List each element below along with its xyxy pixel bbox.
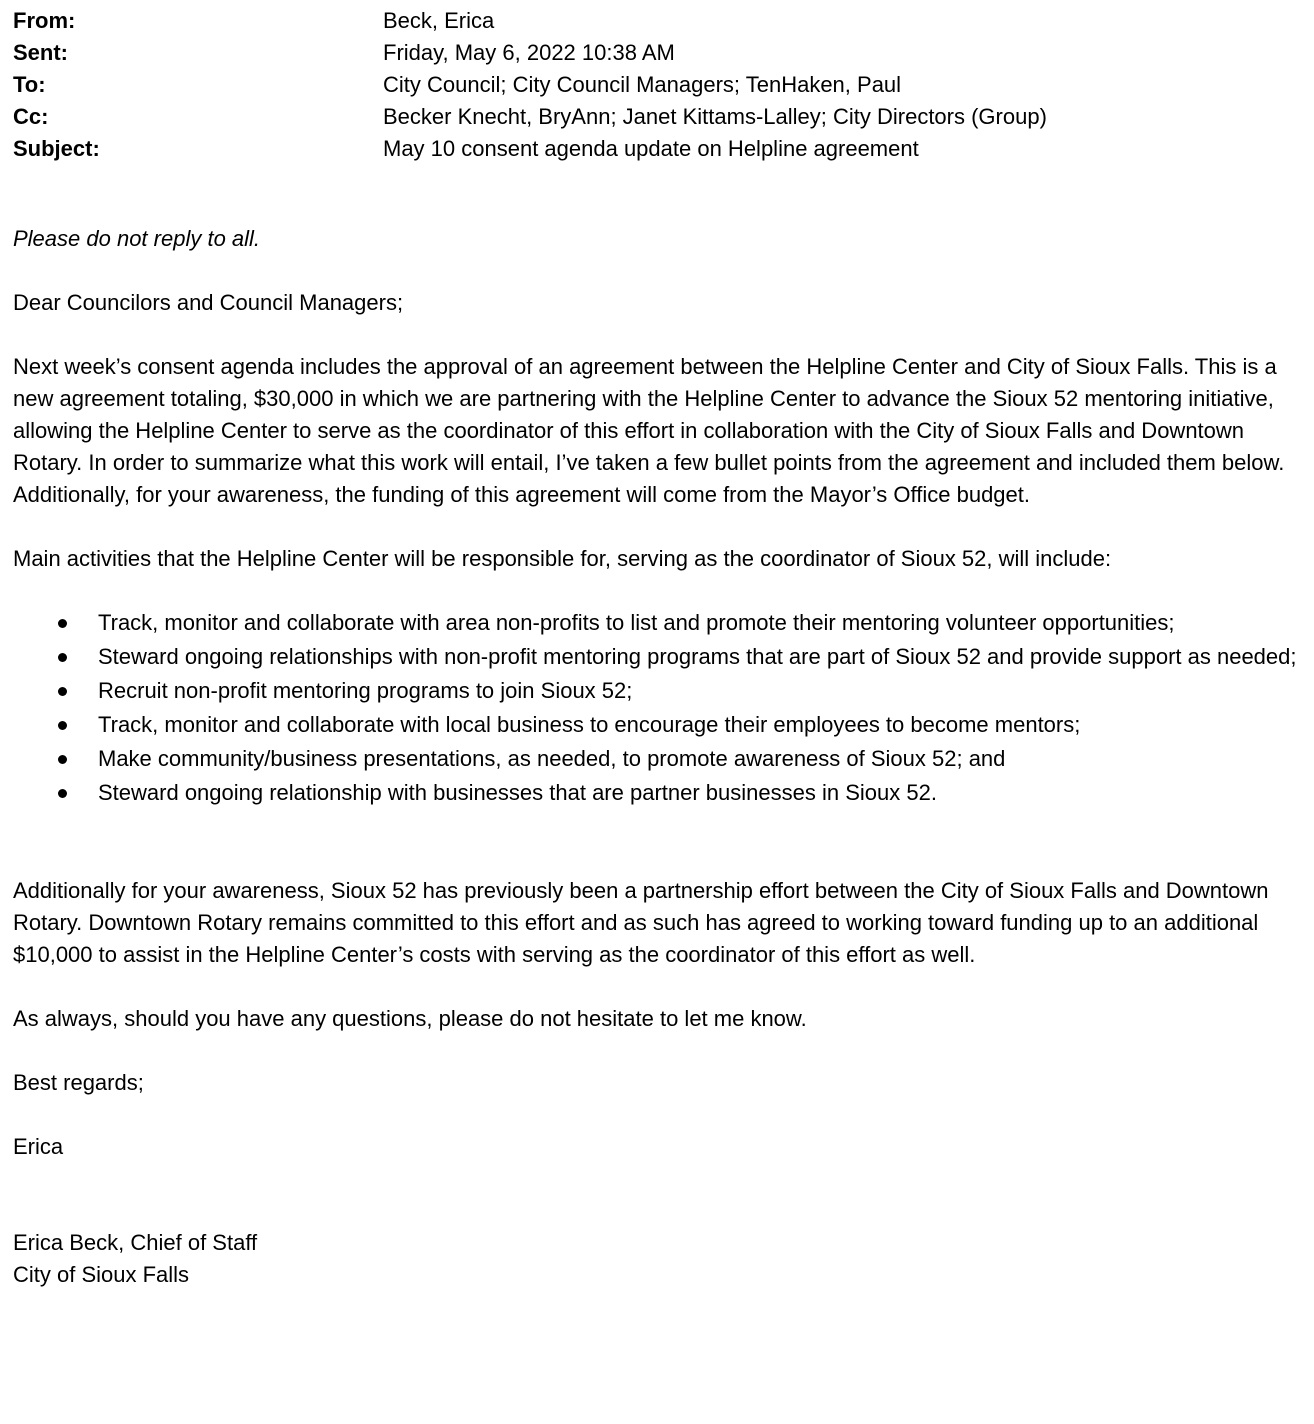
- list-item: [13, 641, 1308, 673]
- header-row-sent: [13, 37, 1308, 69]
- bullet-icon: [58, 755, 67, 764]
- list-item-text: Track, monitor and collaborate with area non-profits to list and promote their mentoring volunteer opportunities;: [98, 610, 1175, 635]
- subject-value: May 10 consent agenda update on Helpline agreement: [383, 136, 919, 161]
- activities-list: [13, 607, 1308, 809]
- list-item-text: Steward ongoing relationship with businesses that are partner businesses in Sioux 52.: [98, 780, 937, 805]
- list-item-text: Steward ongoing relationships with non-profit mentoring programs that are part of Sioux 52 and provide support as needed;: [98, 644, 1297, 669]
- header-row-from: [13, 5, 1308, 37]
- signature-organization: City of Sioux Falls: [13, 1262, 190, 1287]
- subject-label: Subject:: [13, 136, 100, 161]
- paragraph-agreement: Next week’s consent agenda includes the approval of an agreement between the Helpline Center and City of Sioux Falls. This is a new agreement totaling, $30,000 in which we are partnering with the Helpline Center to advance the Sioux 52 mentoring initiative, allowing the Helpline Center to serve as the coordinator of this effort in collaboration with the City of Sioux Falls and Downtown Rotary. In order to summarize what this work will entail, I’ve taken a few bullet points from the agreement and included them below. Additionally, for your awareness, the funding of this agreement will come from the Mayor’s Office budget.: [13, 354, 1285, 507]
- email-document: [13, 5, 1308, 1291]
- reply-note: Please do not reply to all.: [13, 226, 261, 251]
- greeting: Dear Councilors and Council Managers;: [13, 290, 404, 315]
- list-item-text: Track, monitor and collaborate with local business to encourage their employees to become mentors;: [98, 712, 1081, 737]
- list-item-text: Make community/business presentations, as needed, to promote awareness of Sioux 52; and: [98, 746, 1006, 771]
- list-item: [13, 777, 1308, 809]
- from-value: Beck, Erica: [383, 8, 495, 33]
- header-row-subject: [13, 133, 1308, 165]
- list-item: [13, 675, 1308, 707]
- paragraph-questions: As always, should you have any questions, please do not hesitate to let me know.: [13, 1006, 807, 1031]
- paragraph-rotary: Additionally for your awareness, Sioux 52 has previously been a partnership effort between the City of Sioux Falls and Downtown Rotary. Downtown Rotary remains committed to this effort and as such has agreed to working toward funding up to an additional $10,000 to assist in the Helpline Center’s costs with serving as the coordinator of this effort as well.: [13, 878, 1269, 967]
- to-label: To:: [13, 72, 46, 97]
- bullet-icon: [58, 687, 67, 696]
- from-label: From:: [13, 8, 76, 33]
- email-header: [13, 5, 1308, 165]
- bullet-icon: [58, 653, 67, 662]
- bullet-icon: [58, 721, 67, 730]
- list-item: [13, 743, 1308, 775]
- activities-intro: Main activities that the Helpline Center will be responsible for, serving as the coordinator of Sioux 52, will include:: [13, 546, 1112, 571]
- header-row-to: [13, 69, 1308, 101]
- signature-title: Erica Beck, Chief of Staff: [13, 1230, 258, 1255]
- cc-value: Becker Knecht, BryAnn; Janet Kittams-Lalley; City Directors (Group): [383, 104, 1047, 129]
- sign-name: Erica: [13, 1134, 64, 1159]
- list-item: [13, 607, 1308, 639]
- list-item: [13, 709, 1308, 741]
- cc-label: Cc:: [13, 104, 49, 129]
- list-item-text: Recruit non-profit mentoring programs to join Sioux 52;: [98, 678, 633, 703]
- header-row-cc: [13, 101, 1308, 133]
- bullet-icon: [58, 789, 67, 798]
- sent-value: Friday, May 6, 2022 10:38 AM: [383, 40, 675, 65]
- sent-label: Sent:: [13, 40, 68, 65]
- closing: Best regards;: [13, 1070, 144, 1095]
- email-body: [13, 223, 1308, 1291]
- to-value: City Council; City Council Managers; TenHaken, Paul: [383, 72, 902, 97]
- bullet-icon: [58, 619, 67, 628]
